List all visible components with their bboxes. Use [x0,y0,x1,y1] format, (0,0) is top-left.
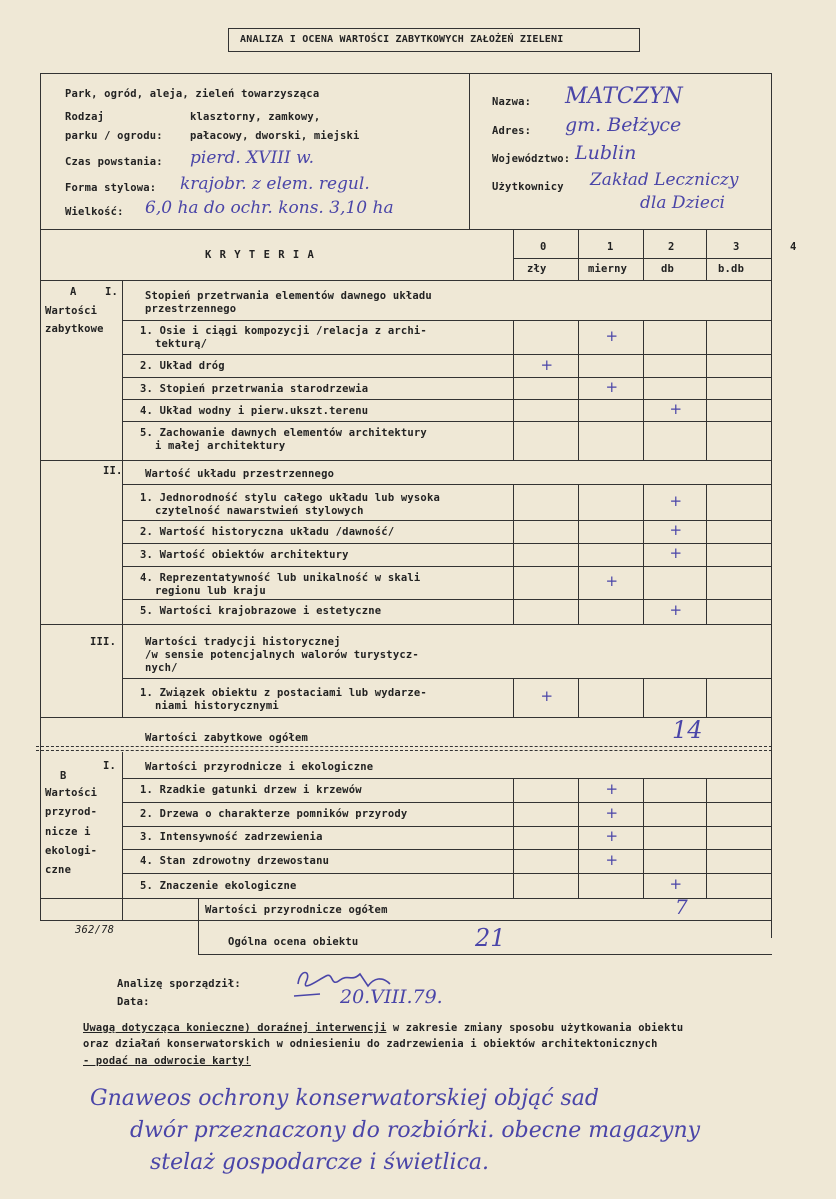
a-iii-item-1b: niami historycznymi [155,700,279,712]
forma-value: krajobr. z elem. regul. [180,174,370,194]
a-ii-item-4a: 4. Reprezentatywność lub unikalność w skali [140,572,421,584]
overall-value: 21 [475,924,506,952]
a-i-item-5b: i małej architektury [155,440,286,452]
score-mark: + [669,521,683,539]
row-line [122,873,772,874]
score-column-line [513,678,514,717]
score-mark: + [605,827,619,845]
a-ii-title: Wartość układu przestrzennego [145,468,335,480]
score-column-line [578,678,579,717]
section-a-side-2: zabytkowe [45,323,104,335]
rodzaj-label: Rodzaj [65,111,105,123]
score-column-line [771,320,772,460]
a-i-title-2: przestrzennego [145,303,237,315]
parku-label: parku / ogrodu: [65,130,163,142]
row-line [122,778,772,779]
a-total-value: 14 [672,716,703,744]
section-b-side-5: czne [45,864,72,876]
score-mark: + [669,875,683,893]
note-line-2: dwór przeznaczony do rozbiórki. obecne magazyny [130,1118,701,1143]
score-mark: + [540,356,554,374]
row-line [122,566,772,567]
score-0: 0 [540,241,547,253]
a-i-title-1: Stopień przetrwania elementów dawnego układu [145,290,432,302]
row-line [40,717,772,718]
uwaga-line-3: - podać na odwrocie karty! [83,1055,251,1067]
nazwa-value: MATCZYN [565,84,683,109]
a-iii-item-1a: 1. Związek obiektu z postaciami lub wydarze- [140,687,427,699]
section-a-roman-ii: II. [103,465,123,477]
wielkosc-label: Wielkość: [65,206,124,218]
score-column-line [771,484,772,624]
a-i-item-1b: tekturą/ [155,338,208,350]
wojewodztwo-value: Lublin [575,142,637,164]
score-column-line [706,778,707,898]
score-mark: + [605,572,619,590]
section-b-letter: B [60,770,67,782]
section-b-side-2: przyrod- [45,806,98,818]
section-a-side-1: Wartości [45,305,98,317]
score-3: 3 [733,241,740,253]
frame-left [40,73,41,921]
score-mark: + [669,544,683,562]
kryteria-bottom [40,280,772,281]
section-a-gutter [122,280,123,717]
score-column-line [578,229,579,280]
b-title: Wartości przyrodnicze i ekologiczne [145,761,374,773]
header-divider [469,73,470,229]
score-column-line [513,778,514,898]
row-line [40,920,772,921]
section-a-letter: A [70,286,77,298]
score-column-line [771,678,772,717]
score-column-line [643,484,644,624]
b-total-value: 7 [675,895,688,919]
row-line [122,599,772,600]
score-mark: + [605,378,619,396]
row-line [122,826,772,827]
adres-value: gm. Bełżyce [565,114,682,136]
section-separator [36,746,772,751]
uzytkownicy-value-1: Zakład Leczniczy [590,170,739,190]
score-column-line [578,484,579,624]
score-column-line [513,229,514,280]
row-line [122,354,772,355]
uwaga-line-2: oraz działań konserwatorskich w odniesieniu do zadrzewienia i obiektów architektonicznych [83,1038,658,1050]
a-ii-item-1a: 1. Jednorodność stylu całego układu lub wysoka [140,492,440,504]
row-line [122,377,772,378]
a-iii-title-1: Wartości tradycji historycznej [145,636,341,648]
a-total-label: Wartości zabytkowe ogółem [145,732,309,744]
data-value: 20.VIII.79. [340,986,443,1008]
a-i-item-3: 3. Stopień przetrwania starodrzewia [140,383,369,395]
note-line-3: stelaż gospodarcze i świetlica. [150,1150,490,1175]
section-a-roman-iii: III. [90,636,117,648]
score-mark: + [605,327,619,345]
score-column-line [578,778,579,898]
b-item-3: 3. Intensywność zadrzewienia [140,831,323,843]
a-ii-item-4b: regionu lub kraju [155,585,266,597]
uwaga-line-1 [83,1022,683,1034]
score-column-line [643,778,644,898]
score-column-line [578,320,579,460]
sporzadzil-label: Analizę sporządził: [117,978,241,990]
score-column-line [771,778,772,898]
forma-label: Forma stylowa: [65,182,157,194]
czas-label: Czas powstania: [65,156,163,168]
frame-top [40,73,772,74]
a-i-item-4: 4. Układ wodny i pierw.ukszt.terenu [140,405,369,417]
uwaga-rest: w zakresie zmiany sposobu użytkowania obiektu [386,1022,684,1034]
a-i-item-2: 2. Układ dróg [140,360,225,372]
score-mark: + [605,851,619,869]
row-line [122,421,772,422]
wojewodztwo-label: Województwo: [492,153,571,165]
score-mark: + [669,492,683,510]
score-row-divider [513,258,771,259]
score-column-line [706,678,707,717]
document-title: ANALIZA I OCENA WARTOŚCI ZABYTKOWYCH ZAŁOŻEŃ ZIELENI [240,34,564,45]
adres-label: Adres: [492,125,532,137]
score-mark: + [669,601,683,619]
header-bottom [40,229,772,230]
a-ii-item-2: 2. Wartość historyczna układu /dawność/ [140,526,395,538]
section-b-roman-i: I. [103,760,117,772]
b-item-4: 4. Stan zdrowotny drzewostanu [140,855,330,867]
data-label: Data: [117,996,150,1008]
row-line [40,624,772,625]
score-1: 1 [607,241,614,253]
section-b-side-1: Wartości [45,787,98,799]
score-column-line [706,229,707,280]
a-iii-title-2: /w sensie potencjalnych walorów turystycz- [145,649,419,661]
uwaga-lead: Uwagą dotycząca konieczne) doraźnej interwencji [83,1022,387,1034]
kryteria-label: K R Y T E R I A [205,249,315,261]
score-column-line [706,484,707,624]
note-line-1: Gnaweos ochrony konserwatorskiej objąć sad [90,1086,600,1111]
score-column-line [706,320,707,460]
score-column-line [643,320,644,460]
rodzaj-options-2: pałacowy, dworski, miejski [190,130,360,142]
score-mark: + [540,687,554,705]
grade-1: mierny [588,263,628,275]
score-mark: + [669,400,683,418]
a-i-item-5a: 5. Zachowanie dawnych elementów architektury [140,427,427,439]
grade-2: db [661,263,675,275]
row-line [40,460,772,461]
uzytkownicy-value-2: dla Dzieci [640,193,725,213]
b-item-1: 1. Rzadkie gatunki drzew i krzewów [140,784,362,796]
reference-number: 362/78 [75,924,115,936]
score-4: 4 [790,241,797,253]
czas-value: pierd. XVIII w. [190,148,315,168]
uzytkownicy-label: Użytkownicy [492,181,564,193]
score-2: 2 [668,241,675,253]
row-line [198,954,772,955]
rodzaj-options-1: klasztorny, zamkowy, [190,111,321,123]
type-line: Park, ogród, aleja, zieleń towarzysząca [65,88,320,100]
section-b-side-3: nicze i [45,826,91,838]
score-column-line [513,320,514,460]
grade-3: b.db [718,263,745,275]
col-line [198,898,199,954]
score-column-line [513,484,514,624]
row-line [40,898,772,899]
b-item-5: 5. Znaczenie ekologiczne [140,880,297,892]
row-line [122,484,772,485]
a-ii-item-1b: czytelność nawarstwień stylowych [155,505,364,517]
overall-label: Ogólna ocena obiektu [228,936,359,948]
a-ii-item-5: 5. Wartości krajobrazowe i estetyczne [140,605,382,617]
score-mark: + [605,804,619,822]
wielkosc-value: 6,0 ha do ochr. kons. 3,10 ha [145,198,394,218]
section-a-roman-i: I. [105,286,119,298]
nazwa-label: Nazwa: [492,96,532,108]
a-i-item-1a: 1. Osie i ciągi kompozycji /relacja z archi- [140,325,427,337]
section-b-side-4: ekologi- [45,845,98,857]
row-line [122,802,772,803]
a-ii-item-3: 3. Wartość obiektów architektury [140,549,349,561]
score-column-line [643,678,644,717]
score-column-line [643,229,644,280]
a-iii-title-3: nych/ [145,662,178,674]
b-total-label: Wartości przyrodnicze ogółem [205,904,388,916]
row-line [122,678,772,679]
grade-0: zły [527,263,547,275]
row-line [122,849,772,850]
score-mark: + [605,780,619,798]
row-line [122,320,772,321]
b-item-2: 2. Drzewa o charakterze pomników przyrody [140,808,408,820]
